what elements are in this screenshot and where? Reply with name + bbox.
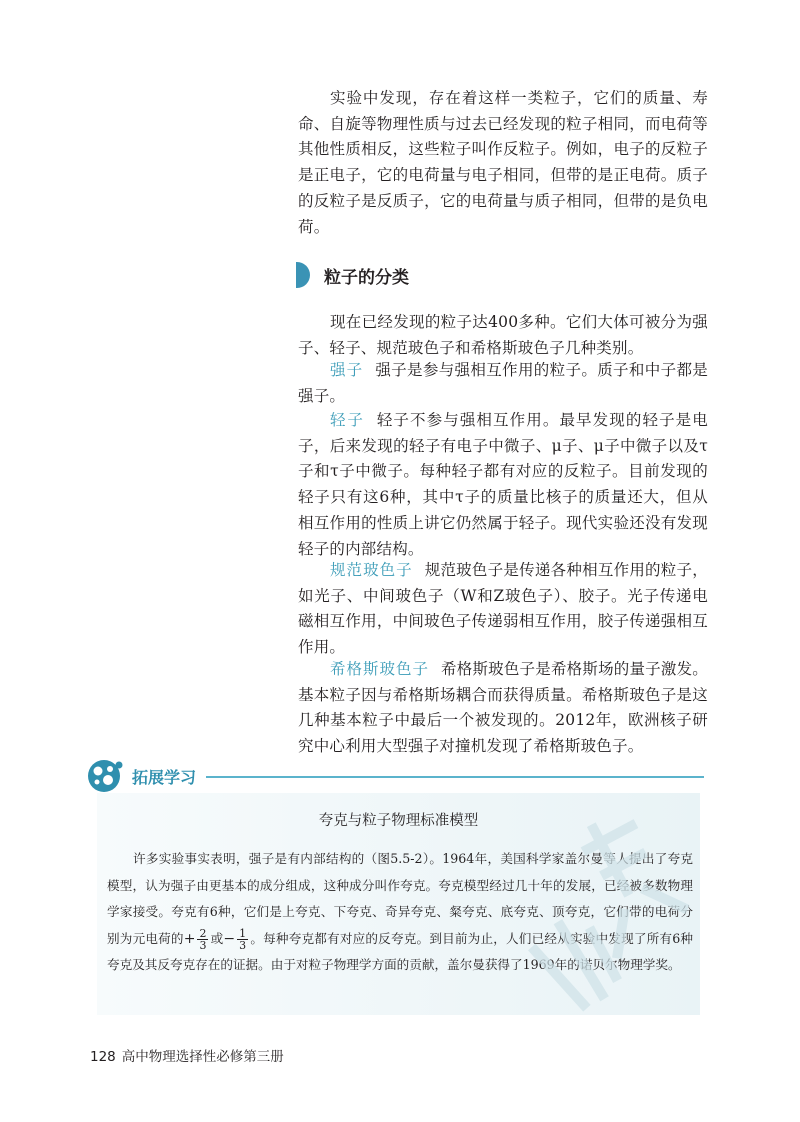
lepton-paragraph — [298, 408, 708, 562]
book-title: 高中物理选择性必修第三册 — [121, 1049, 284, 1065]
extension-divider — [206, 776, 704, 778]
lepton-text: 轻子不参与强相互作用。最早发现的轻子是电子，后来发现的轻子有电子中微子、μ子、μ子中微子以及τ子和τ子中微子。每种轻子都有对应的反粒子。目前发现的轻子只有这6种，其中τ子的质量比核子的质量还大，但从相互作用的性质上讲它仍然属于轻子。现代实验还没有发现轻子的内部结构。 — [298, 411, 708, 558]
extension-title: 夸克与粒子物理标准模型 — [318, 813, 479, 829]
page-number: 128 — [90, 1049, 116, 1065]
higgs-term: 希格斯玻色子 — [330, 660, 430, 678]
hadron-text: 强子是参与强相互作用的粒子。质子和中子都是强子。 — [298, 361, 708, 405]
fraction-one-third: $\frac{1}{3}$ — [239, 926, 247, 952]
gauge-boson-text: 规范玻色子是传递各种相互作用的粒子，如光子、中间玻色子（W和Z玻色子）、胶子。光子传递电磁相互作用，中间玻色子传递弱相互作用，胶子传递强相互作用。 — [298, 561, 708, 657]
section-heading — [296, 262, 409, 288]
publisher-watermark-icon — [480, 790, 720, 1020]
fraction-two-thirds: $\frac{2}{3}$ — [199, 926, 207, 952]
extension-label: 拓展学习 — [132, 768, 197, 787]
classification-intro: 现在已经发现的粒子达400多种。它们大体可被分为强子、轻子、规范玻色子和希格斯玻色子几种类别。 — [298, 313, 708, 357]
lepton-term: 轻子 — [330, 411, 365, 429]
gauge-boson-paragraph — [298, 558, 708, 661]
extension-header — [86, 758, 704, 794]
page-footer — [90, 1045, 284, 1065]
section-title: 粒子的分类 — [324, 267, 409, 288]
section-marker-icon — [296, 262, 310, 288]
gauge-boson-term: 规范玻色子 — [330, 561, 413, 579]
hadron-term: 强子 — [330, 361, 364, 379]
higgs-paragraph — [298, 657, 708, 760]
extension-text: 许多实验事实表明，强子是有内部结构的（图5.5-2）。1964年，美国科学家盖尔曼等人提出了夸克模型，认为强子由更基本的成分组成，这种成分叫作夸克。夸克模型经过几十年的发展，已经被多数物理学家接受。夸克有6种，它们是上夸克、下夸克、奇异夸克、粲夸克、底夸克、顶夸克，它们带的电荷分别为元电荷的+ $\frac{2}{3}$ 或− $\frac{1}{3}$ 。每种夸克都有对应的反夸克。到目前为止，人们已经从实验中发现了所有6种夸克及其反夸克存在的证据。由于对粒子物理学方面的贡献，盖尔曼获得了1969年的诺贝尔物理学奖。 — [107, 851, 694, 972]
molecule-icon — [86, 758, 126, 794]
intro-paragraph: 实验中发现，存在着这样一类粒子，它们的质量、寿命、自旋等物理性质与过去已经发现的粒子相同，而电荷等其他性质相反，这些粒子叫作反粒子。例如，电子的反粒子是正电子，它的电荷量与电子相同，但带的是正电荷。质子的反粒子是反质子，它的电荷量与质子相同，但带的是负电荷。 — [298, 89, 708, 236]
hadron-paragraph — [298, 358, 708, 409]
higgs-text: 希格斯玻色子是希格斯场的量子激发。基本粒子因与希格斯场耦合而获得质量。希格斯玻色子是这几种基本粒子中最后一个被发现的。2012年，欧洲核子研究中心利用大型强子对撞机发现了希格斯玻色子。 — [298, 660, 708, 756]
